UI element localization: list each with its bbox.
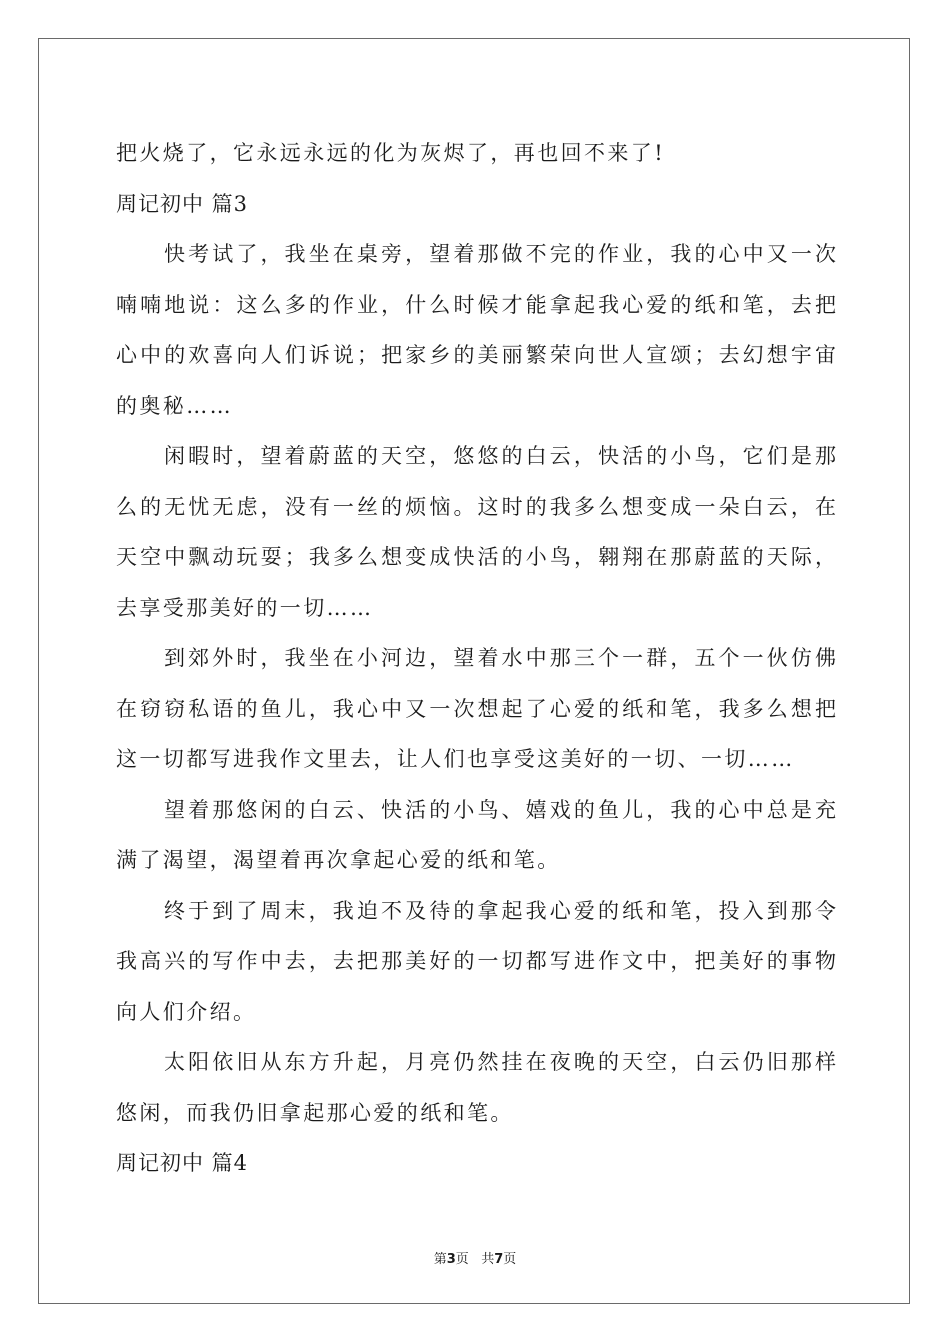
text-line: 心中的欢喜向人们诉说；把家乡的美丽繁荣向世人宣颂；去幻想宇宙 — [116, 343, 836, 367]
section-heading: 周记初中 篇3 — [116, 191, 249, 216]
text-line: 满了渴望，渴望着再次拿起心爱的纸和笔。 — [116, 848, 561, 872]
footer-prefix: 第 — [433, 1252, 447, 1267]
text-line: 快考试了，我坐在桌旁，望着那做不完的作业，我的心中又一次 — [164, 242, 836, 266]
text-line: 闲暇时，望着蔚蓝的天空，悠悠的白云，快活的小鸟，它们是那 — [164, 444, 836, 468]
footer-suffix: 页 — [503, 1252, 517, 1267]
text-line: 喃喃地说：这么多的作业，什么时候才能拿起我心爱的纸和笔，去把 — [116, 292, 836, 317]
text-line: 到郊外时，我坐在小河边，望着水中那三个一群，五个一伙仿佛 — [164, 646, 836, 670]
text-line: 在窃窃私语的鱼儿，我心中又一次想起了心爱的纸和笔，我多么想把 — [116, 696, 836, 721]
text-line: 悠闲，而我仍旧拿起那心爱的纸和笔。 — [116, 1100, 514, 1125]
text-line: 把火烧了，它永远永远的化为灰烬了，再也回不来了! — [116, 141, 666, 165]
text-line: 向人们介绍。 — [116, 999, 257, 1024]
text-line: 么的无忧无虑，没有一丝的烦恼。这时的我多么想变成一朵白云，在 — [116, 494, 836, 519]
page-footer — [0, 1248, 950, 1267]
document-body — [116, 128, 836, 1189]
footer-mid: 页 共 — [455, 1252, 495, 1267]
text-line: 我高兴的写作中去，去把那美好的一切都写进作文中，把美好的事物 — [116, 949, 836, 973]
text-line: 太阳依旧从东方升起，月亮仍然挂在夜晚的天空，白云仍旧那样 — [164, 1050, 836, 1074]
text-line: 望着那悠闲的白云、快活的小鸟、嬉戏的鱼儿，我的心中总是充 — [164, 797, 836, 822]
text-line: 的奥秘…… — [116, 393, 233, 418]
text-line: 这一切都写进我作文里去，让人们也享受这美好的一切、一切…… — [116, 747, 795, 771]
text-line: 天空中飘动玩耍；我多么想变成快活的小鸟，翱翔在那蔚蓝的天际， — [116, 545, 836, 569]
text-line: 终于到了周末，我迫不及待的拿起我心爱的纸和笔，投入到那令 — [164, 898, 836, 923]
section-heading: 周记初中 篇4 — [116, 1151, 249, 1175]
total-page-count: 7 — [494, 1252, 504, 1267]
text-line: 去享受那美好的一切…… — [116, 595, 374, 620]
current-page-number: 3 — [446, 1252, 456, 1267]
